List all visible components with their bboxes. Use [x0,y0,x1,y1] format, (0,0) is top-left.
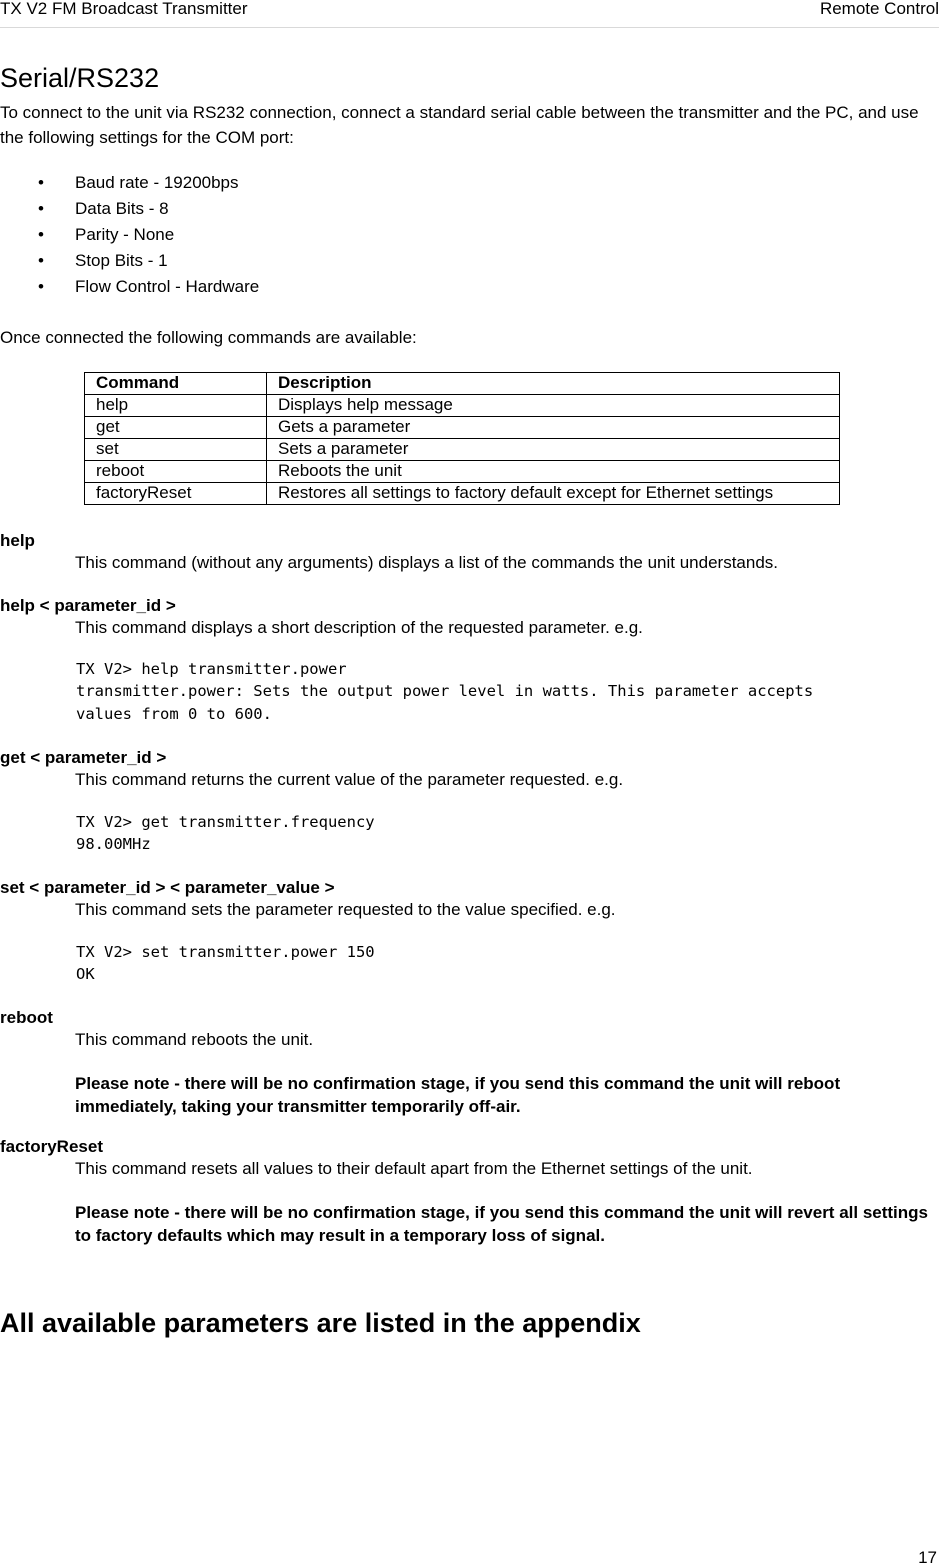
get-code-line: TX V2> get transmitter.frequency [76,813,375,831]
table-row [85,461,840,483]
help-description: This command (without any arguments) displays a list of the commands the unit understands. [75,553,779,572]
set-heading: set < parameter_id > < parameter_value > [0,878,335,897]
reboot-description: This command reboots the unit. [75,1030,314,1049]
column-header-command: Command [85,373,267,395]
table-row [85,439,840,461]
bullet-icon: • [38,277,44,296]
bullet-icon: • [38,251,44,270]
table-row [85,395,840,417]
page-number: 17 [918,1548,937,1567]
description-cell: Restores all settings to factory default except for Ethernet settings [267,483,840,505]
set-code-line: OK [76,965,95,983]
help-param-code-line: values from 0 to 600. [76,705,272,723]
command-cell: reboot [85,461,267,483]
reboot-warning-note: Please note - there will be no confirmation stage, if you send this command the unit will reboot immediately, taking your transmitter temporarily off-air. [75,1074,841,1116]
appendix-reference: All available parameters are listed in the appendix [0,1308,641,1338]
factory-reset-heading: factoryReset [0,1137,103,1156]
header-section-name: Remote Control [819,0,939,18]
factory-reset-warning-note: Please note - there will be no confirmation stage, if you send this command the unit will revert all settings to factory defaults which may result in a temporary loss of signal. [75,1203,928,1245]
setting-data-bits: Data Bits - 8 [75,199,169,218]
setting-stop-bits: Stop Bits - 1 [75,251,168,270]
description-cell: Reboots the unit [267,461,840,483]
help-param-heading: help < parameter_id > [0,596,176,615]
command-cell: set [85,439,267,461]
description-cell: Displays help message [267,395,840,417]
get-code-line: 98.00MHz [76,835,151,853]
bullet-icon: • [38,199,44,218]
bullet-icon: • [38,225,44,244]
help-heading: help [0,531,35,550]
reboot-heading: reboot [0,1008,53,1027]
get-description: This command returns the current value of the parameter requested. e.g. [75,770,624,789]
setting-flow-control: Flow Control - Hardware [75,277,260,296]
header-document-title: TX V2 FM Broadcast Transmitter [0,0,248,18]
help-param-code-line: TX V2> help transmitter.power [76,660,347,678]
setting-parity: Parity - None [75,225,175,244]
command-cell: factoryReset [85,483,267,505]
factory-reset-description: This command resets all values to their default apart from the Ethernet settings of the unit. [75,1159,753,1178]
set-code-line: TX V2> set transmitter.power 150 [76,943,375,961]
description-cell: Sets a parameter [267,439,840,461]
command-cell: help [85,395,267,417]
help-param-description: This command displays a short description of the requested parameter. e.g. [75,618,643,637]
column-header-description: Description [267,373,840,395]
set-description: This command sets the parameter requested to the value specified. e.g. [75,900,616,919]
table-row [85,417,840,439]
command-cell: get [85,417,267,439]
section-title: Serial/RS232 [0,63,160,93]
description-cell: Gets a parameter [267,417,840,439]
intro-paragraph: To connect to the unit via RS232 connection, connect a standard serial cable between the transmitter and the PC, and use the following settings for the COM port: [0,103,919,147]
bullet-icon: • [38,173,44,192]
commands-table [84,372,840,505]
get-heading: get < parameter_id > [0,748,167,767]
commands-intro: Once connected the following commands are available: [0,328,417,347]
setting-baud-rate: Baud rate - 19200bps [75,173,239,192]
table-row [85,483,840,505]
table-header-row [85,373,840,395]
help-param-code-line: transmitter.power: Sets the output power level in watts. This parameter accepts [76,682,814,700]
header-divider [0,27,939,28]
